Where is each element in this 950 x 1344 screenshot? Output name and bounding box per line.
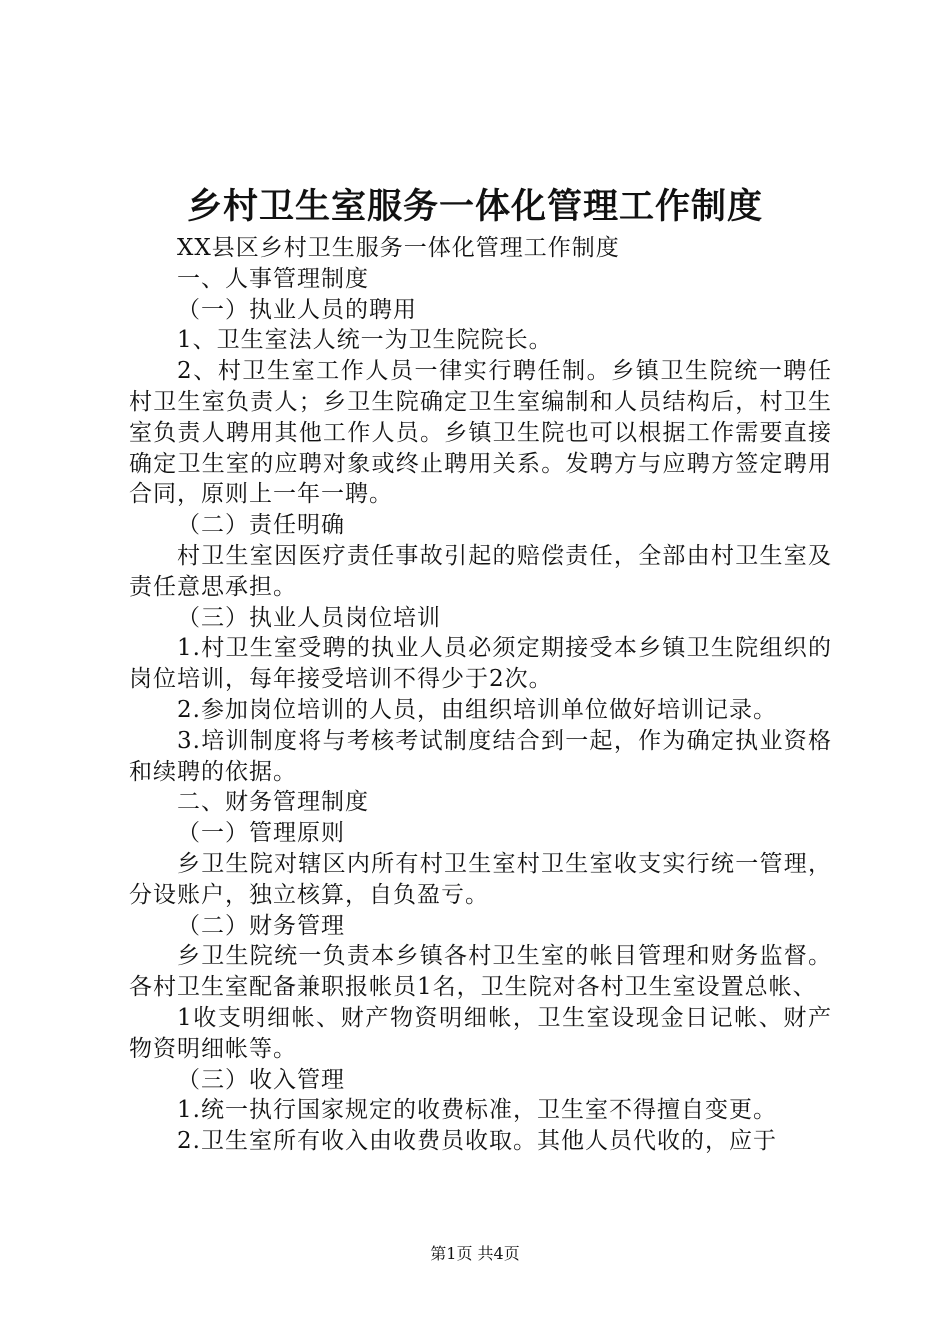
paragraph: 村卫生室因医疗责任事故引起的赔偿责任，全部由村卫生室及责任意思承担。: [129, 542, 832, 600]
paragraph: 2.参加岗位培训的人员，由组织培训单位做好培训记录。: [177, 696, 777, 723]
paragraph: 1、卫生室法人统一为卫生院院长。: [177, 327, 553, 354]
paragraph: 乡卫生院对辖区内所有村卫生室村卫生室收支实行统一管理，分设账户，独立核算，自负盈亏。: [129, 850, 832, 908]
subsection-heading: （三）收入管理: [177, 1066, 345, 1093]
subsection-heading: （一）管理原则: [177, 820, 345, 847]
subsection-heading: （二）财务管理: [177, 912, 345, 939]
section-heading: 二、财务管理制度: [177, 789, 369, 816]
paragraph: 1收支明细帐、财产物资明细帐，卫生室设现金日记帐、财产物资明细帐等。: [129, 1004, 832, 1062]
paragraph: 1.村卫生室受聘的执业人员必须定期接受本乡镇卫生院组织的岗位培训，每年接受培训不得少于2次。: [129, 635, 832, 693]
document-body: [129, 233, 832, 1157]
document-title: 乡村卫生室服务一体化管理工作制度: [186, 186, 763, 227]
paragraph: 2.卫生室所有收入由收费员收取。其他人员代收的，应于: [177, 1128, 777, 1155]
paragraph: 3.培训制度将与考核考试制度结合到一起，作为确定执业资格和续聘的依据。: [129, 727, 832, 785]
paragraph: XX县区乡村卫生服务一体化管理工作制度: [177, 235, 620, 261]
paragraph: 乡卫生院统一负责本乡镇各村卫生室的帐目管理和财务监督。各村卫生室配备兼职报帐员1名，卫生院对各村卫生室设置总帐、: [129, 943, 832, 1001]
section-heading: 一、人事管理制度: [177, 265, 369, 292]
page-footer: 第1页 共4页: [430, 1244, 520, 1263]
paragraph: 1.统一执行国家规定的收费标准，卫生室不得擅自变更。: [177, 1097, 777, 1124]
paragraph: 2、村卫生室工作人员一律实行聘任制。乡镇卫生院统一聘任村卫生室负责人；乡卫生院确定卫生室编制和人员结构后，村卫生室负责人聘用其他工作人员。乡镇卫生院也可以根据工作需要直接确定卫生室的应聘对象或终止聘用关系。发聘方与应聘方签定聘用合同，原则上一年一聘。: [129, 358, 832, 508]
subsection-heading: （二）责任明确: [177, 512, 345, 539]
subsection-heading: （一）执业人员的聘用: [177, 296, 417, 323]
subsection-heading: （三）执业人员岗位培训: [177, 604, 441, 631]
